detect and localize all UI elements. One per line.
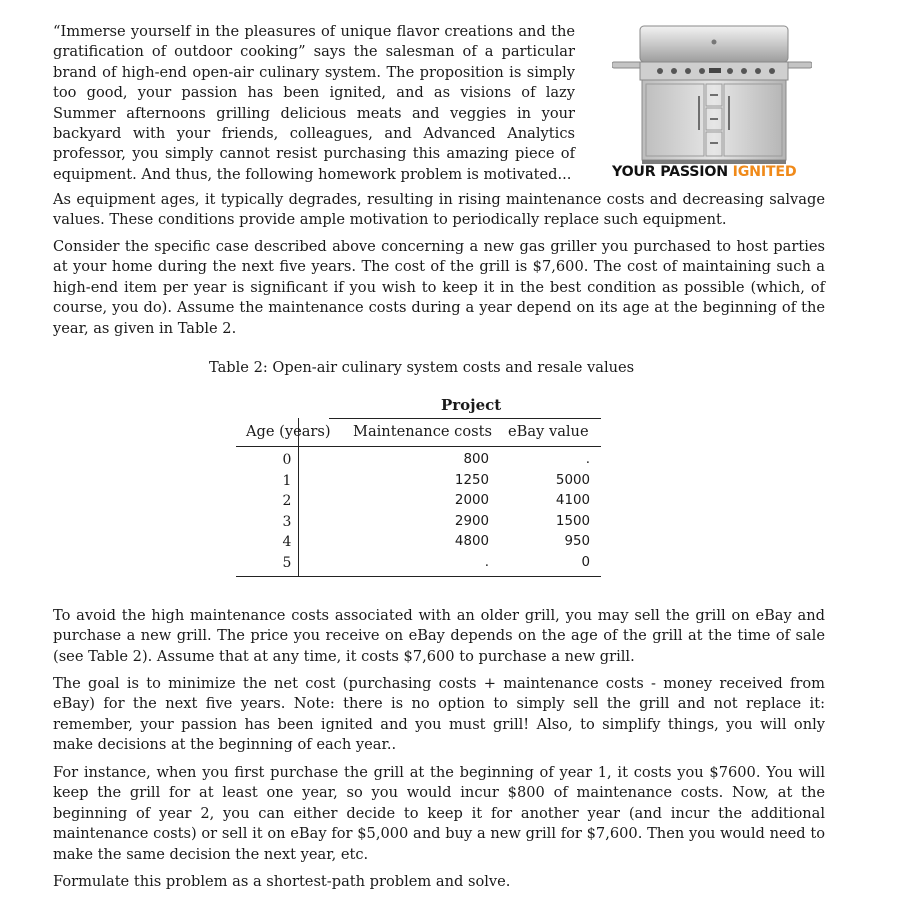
row-ebay: 5000 (555, 472, 590, 488)
row-age: 0 (282, 452, 292, 468)
row-maintenance: . (484, 555, 489, 570)
table-group-header: Project (441, 396, 502, 414)
table-rule-header (236, 446, 601, 447)
paragraph-equipment-ages: As equipment ages, it typically degrades, resulting in rising maintenance costs and decreasing salvage values. These conditions provide ample motivation to periodically replace such equipment. (53, 191, 825, 229)
row-age: 3 (282, 513, 292, 530)
row-maintenance: 1250 (454, 472, 489, 488)
intro-paragraph: “Immerse yourself in the pleasures of unique flavor creations and the gratification of outdoor cooking” says the salesman of a particular brand of high-end open-air culinary system. The proposition is simply too good, your passion has been ignited, and as visions of lazy Summer afternoons grilling delicious meats and veggies in your backyard with your friends, colleagues, and Advanced Analytics professor, you simply cannot resist purchasing this amazing piece of equipment. And thus, the following homework problem is motivated... (53, 23, 575, 183)
paragraph-goal: The goal is to minimize the net cost (purchasing costs + maintenance costs - money received from eBay) for the next five years. Note: there is no option to simply sell the grill and not replace it: remember, your passion has been ignited and you must grill! Also, to simplify things, you will only make decisions at the beginning of each year.. (53, 675, 825, 754)
row-age: 1 (282, 472, 292, 489)
paragraph-specific-case: Consider the specific case described above concerning a new gas griller you purchased to host parties at your home during the next five years. The cost of the grill is $7,600. The cost of maintaining such a high-end item per year is significant if you wish to keep it in the best condition as possible (which, of course, you do). Assume the maintenance costs during a year depend on its age at the beginning of the year, as given in Table 2. (53, 238, 825, 337)
tagline-dark: YOUR PASSION (612, 164, 733, 180)
header-maintenance: Maintenance costs (353, 423, 492, 440)
paragraph-avoid-costs: To avoid the high maintenance costs associated with an older grill, you may sell the grill on eBay and purchase a new grill. The price you receive on eBay depends on the age of the grill at the time of sale (see Table 2). Assume that at any time, it costs $7,600 to purchase a new grill. (53, 607, 825, 665)
passion-tagline (612, 164, 822, 180)
header-age: Age (years) (246, 423, 331, 440)
row-age: 5 (282, 555, 292, 571)
row-maintenance: 800 (463, 452, 489, 467)
table-column-separator (298, 446, 299, 576)
header-ebay: eBay value (508, 423, 589, 440)
row-ebay: 0 (581, 555, 590, 570)
row-ebay: 950 (564, 534, 590, 550)
row-ebay: . (585, 452, 590, 467)
row-age: 4 (282, 534, 292, 551)
paragraph-example: For instance, when you first purchase the grill at the beginning of year 1, it costs you $7600. You will keep the grill for at least one year, so you would incur $800 of maintenance costs. Now, at the beginning of year 2, you can either decide to keep it for another year (and incur the additional maintenance costs) or sell it on eBay for $5,000 and buy a new grill for $7,600. Then you would need to make the same decision the next year, etc. (53, 764, 825, 863)
table-caption: Table 2: Open-air culinary system costs and resale values (209, 359, 635, 376)
row-age: 2 (282, 493, 292, 510)
paragraph-task: Formulate this problem as a shortest-path problem and solve. (53, 873, 511, 890)
row-maintenance: 2900 (454, 513, 489, 529)
table-rule-top (329, 418, 601, 419)
row-maintenance: 4800 (454, 534, 489, 550)
row-ebay: 4100 (555, 493, 590, 509)
row-maintenance: 2000 (454, 493, 489, 509)
tagline-accent: IGNITED (732, 164, 797, 180)
grill-illustration (612, 18, 812, 166)
row-ebay: 1500 (555, 513, 590, 529)
table-rule-bottom (236, 576, 601, 577)
